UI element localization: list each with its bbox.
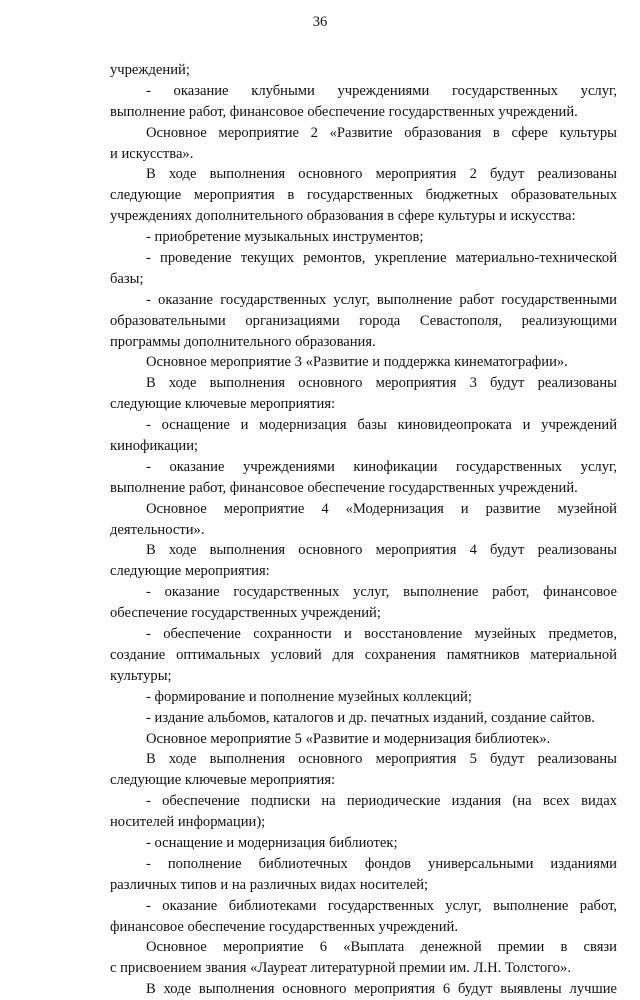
text-line: следующие мероприятия: bbox=[110, 563, 270, 580]
text-line: Основное мероприятие 3 «Развитие и поддержка кинематографии». bbox=[146, 354, 568, 371]
text-line: - оснащение и модернизация базы киновидеопроката и учреждений bbox=[146, 417, 617, 434]
text-line: В ходе выполнения основного мероприятия 3 будут реализованы bbox=[146, 375, 617, 392]
text-line: программы дополнительного образования. bbox=[110, 333, 376, 350]
text-line: Основное мероприятие 6 «Выплата денежной премии в связи bbox=[146, 939, 617, 956]
text-line: следующие мероприятия в государственных бюджетных образовательных bbox=[110, 187, 617, 204]
text-line: следующие ключевые мероприятия: bbox=[110, 396, 336, 413]
text-line: - приобретение музыкальных инструментов; bbox=[146, 229, 424, 246]
text-line: В ходе выполнения основного мероприятия 4 будут реализованы bbox=[146, 542, 617, 559]
text-line: кинофикации; bbox=[110, 438, 199, 455]
text-line: различных типов и на различных видах носителей; bbox=[110, 876, 429, 893]
text-line: образовательными организациями города Севастополя, реализующими bbox=[110, 312, 617, 329]
text-line: учреждений; bbox=[110, 62, 190, 78]
text-line: - оказание государственных услуг, выполнение работ, финансовое bbox=[146, 584, 617, 601]
text-line: - оснащение и модернизация библиотек; bbox=[146, 834, 398, 851]
text-line: В ходе выполнения основного мероприятия 2 будут реализованы bbox=[146, 166, 617, 183]
text-line: - оказание клубными учреждениями государственных услуг, bbox=[146, 82, 617, 99]
text-line: деятельности». bbox=[110, 521, 205, 538]
text-line: культуры; bbox=[110, 667, 172, 684]
text-line: В ходе выполнения основного мероприятия 6 будут выявлены лучшие bbox=[146, 981, 617, 998]
text-line: Основное мероприятие 5 «Развитие и модернизация библиотек». bbox=[146, 730, 551, 747]
text-line: создание оптимальных условий для сохранения памятников материальной bbox=[110, 646, 617, 663]
text-line: носителей информации); bbox=[110, 814, 266, 831]
text-line: - оказание библиотеками государственных услуг, выполнение работ, bbox=[146, 897, 617, 914]
text-line: - оказание учреждениями кинофикации государственных услуг, bbox=[146, 458, 617, 475]
document-body-text bbox=[110, 60, 617, 1000]
text-line: базы; bbox=[110, 270, 144, 287]
text-line: выполнение работ, финансовое обеспечение государственных учреждений. bbox=[110, 103, 578, 120]
text-line: В ходе выполнения основного мероприятия 5 будут реализованы bbox=[146, 751, 617, 768]
page-number: 36 bbox=[312, 14, 328, 30]
text-line: Основное мероприятие 4 «Модернизация и развитие музейной bbox=[146, 500, 617, 517]
text-line: следующие ключевые мероприятия: bbox=[110, 772, 336, 789]
text-line: - проведение текущих ремонтов, укрепление материально-технической bbox=[146, 250, 617, 267]
text-line: учреждениях дополнительного образования в сфере культуры и искусства: bbox=[110, 208, 576, 225]
text-line: - пополнение библиотечных фондов универсальными изданиями bbox=[146, 855, 617, 872]
text-line: - издание альбомов, каталогов и др. печатных изданий, создание сайтов. bbox=[146, 709, 595, 726]
text-line: финансовое обеспечение государственных учреждений. bbox=[110, 918, 458, 935]
text-line: - обеспечение сохранности и восстановление музейных предметов, bbox=[146, 626, 617, 643]
text-line: - обеспечение подписки на периодические издания (на всех видах bbox=[146, 793, 617, 810]
text-line: выполнение работ, финансовое обеспечение государственных учреждений. bbox=[110, 479, 578, 496]
text-line: - оказание государственных услуг, выполнение работ государственными bbox=[146, 291, 617, 308]
text-line: Основное мероприятие 2 «Развитие образования в сфере культуры bbox=[146, 124, 617, 141]
text-line: и искусства». bbox=[110, 145, 194, 162]
text-line: с присвоением звания «Лауреат литературной премии им. Л.Н. Толстого». bbox=[110, 960, 571, 977]
text-line: обеспечение государственных учреждений; bbox=[110, 605, 381, 622]
text-line: - формирование и пополнение музейных коллекций; bbox=[146, 688, 472, 705]
